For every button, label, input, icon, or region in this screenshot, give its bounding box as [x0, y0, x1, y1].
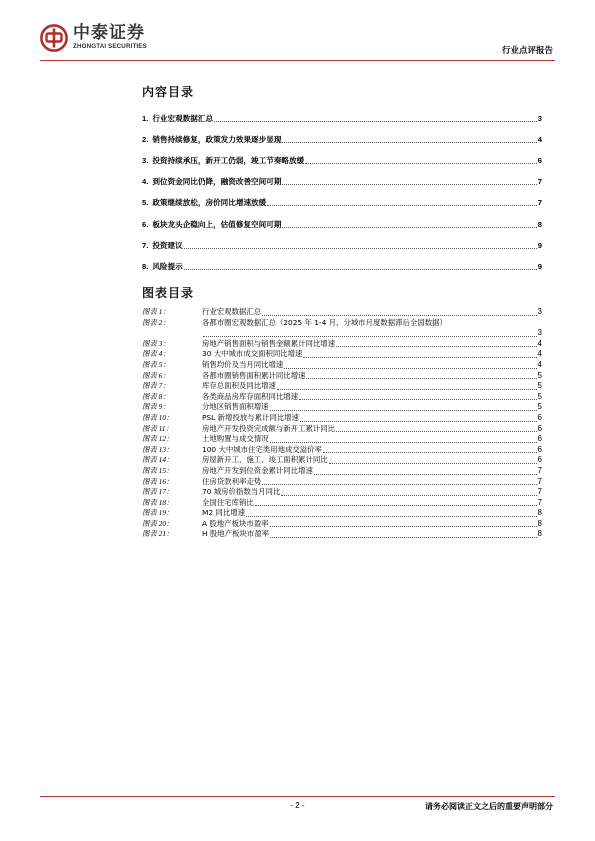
figure-entry[interactable]: [142, 392, 542, 403]
toc-entry[interactable]: [142, 171, 542, 192]
figure-entry-page: 7: [537, 487, 542, 497]
figure-entry-page: 5: [537, 402, 542, 412]
figure-entry[interactable]: [142, 445, 542, 456]
toc-entry[interactable]: [142, 235, 542, 256]
figure-entry-page: 8: [537, 508, 542, 518]
figure-entry-title: 分地区销售面积增速: [202, 402, 269, 412]
figure-dot-leader: [203, 336, 537, 337]
figure-entry-label: 图表 5：: [142, 359, 170, 369]
toc-entry-title: 到位资金同比仍降，融资改善空间可期: [152, 177, 282, 187]
toc-entry-title: 风险提示: [152, 261, 183, 271]
figure-entry-label: 图表 13：: [142, 444, 174, 454]
toc-entry-number: 7.: [142, 240, 149, 250]
figure-entry-page: 7: [537, 465, 542, 475]
figure-dot-leader: [246, 516, 537, 517]
figure-dot-leader: [262, 315, 536, 316]
toc-entry-page: 6: [537, 156, 542, 166]
figure-entry-title: 库存总面积及同比增速: [202, 381, 276, 391]
figure-entry-page: 8: [537, 518, 542, 528]
figure-dot-leader: [284, 368, 536, 369]
figure-entry-label: 图表 2：: [142, 317, 170, 327]
figure-entry-label: 图表 4：: [142, 349, 170, 359]
figure-entry-page: 7: [537, 476, 542, 486]
figure-entry-label: 图表 12：: [142, 434, 174, 444]
figure-entry-label: 图表 6：: [142, 370, 170, 380]
figure-entry-title: 各类商品房库存面积同比增速: [202, 391, 299, 401]
figure-dot-leader: [300, 421, 537, 422]
figure-entry-label: 图表 21：: [142, 529, 174, 539]
toc-entry-title: 行业宏观数据汇总: [152, 114, 214, 124]
figure-entry-page: 3: [537, 307, 542, 316]
figure-entry[interactable]: [142, 413, 542, 424]
figure-entry-title: 销售均价及当月同比增速: [202, 359, 284, 369]
figure-entry-label: 图表 19：: [142, 508, 174, 518]
figure-entry-label: 图表 9：: [142, 402, 170, 412]
figure-entry-title: 各都市圈销售面积累计同比增速: [202, 370, 306, 380]
toc-entry-page: 3: [537, 114, 542, 124]
toc-entry-title: 投资建议: [152, 240, 183, 250]
figure-dot-leader: [255, 505, 537, 506]
toc-entry[interactable]: [142, 108, 542, 129]
figure-dot-leader: [306, 378, 536, 379]
figure-entry-page: 4: [537, 349, 542, 359]
toc-entry[interactable]: [142, 213, 542, 234]
figure-entry[interactable]: [142, 529, 542, 540]
figure-entry-title: A 股地产板块市盈率: [202, 518, 269, 528]
figure-entry-title: 房地产开发到位资金累计同比增速: [202, 465, 313, 475]
figure-entry-page: 4: [537, 359, 542, 369]
toc-dot-leader: [282, 142, 536, 143]
figure-entry-title: H 股地产板块市盈率: [202, 529, 270, 539]
toc-dot-leader: [214, 121, 537, 122]
figure-entry-page: 7: [537, 497, 542, 507]
toc-heading: 内容目录: [142, 85, 195, 99]
toc-entry-page: 9: [537, 240, 542, 250]
toc-entry-page: 7: [537, 177, 542, 187]
figure-entry[interactable]: [142, 381, 542, 392]
figure-entry-page: 6: [537, 423, 542, 433]
figure-entry-title: 住房贷款利率走势: [202, 476, 262, 486]
figure-dot-leader: [262, 484, 536, 485]
footer-divider: [40, 796, 555, 797]
figure-entry-page: 5: [537, 370, 542, 380]
figure-entry-title: 70 城房价指数当月同比: [202, 487, 281, 497]
figure-entry-title: 100 大中城市住宅类用地成交溢价率: [202, 444, 322, 454]
figure-entry-page: 3: [537, 328, 542, 338]
figure-entry-label: 图表 16：: [142, 476, 174, 486]
figure-entry[interactable]: [142, 349, 542, 360]
figure-entry[interactable]: [142, 339, 542, 350]
figure-entry-title: PSL 新增投放与累计同比增速: [202, 412, 299, 422]
toc-entry-title: 板块龙头企稳向上，估值修复空间可期: [152, 219, 282, 229]
figure-dot-leader: [277, 389, 537, 390]
toc-entry-number: 5.: [142, 198, 149, 208]
figure-entry-title: M2 同比增速: [202, 508, 245, 518]
figure-dot-leader: [336, 346, 537, 347]
figure-entry-title: 房地产销售面积与销售金额累计同比增速: [202, 338, 336, 348]
toc-entry-number: 1.: [142, 114, 149, 124]
figure-dot-leader: [314, 474, 537, 475]
figure-entry[interactable]: [142, 318, 542, 339]
figure-entry-title: 行业宏观数据汇总: [202, 307, 262, 316]
page-header: [0, 0, 595, 64]
figure-entry[interactable]: [142, 466, 542, 477]
toc-dot-leader: [184, 269, 537, 270]
figure-entry[interactable]: [142, 434, 542, 445]
toc-entry[interactable]: [142, 192, 542, 213]
toc-entry-page: 9: [537, 261, 542, 271]
figure-entry-page: 6: [537, 412, 542, 422]
toc-list: [142, 108, 542, 277]
toc-dot-leader: [282, 227, 536, 228]
figure-entry[interactable]: [142, 519, 542, 530]
figure-entry-title: 土地购置与成交情况: [202, 434, 269, 444]
toc-entry-title: 投资持续承压，新开工仍弱，竣工节奏略放缓: [152, 156, 305, 166]
figure-entry[interactable]: [142, 498, 542, 509]
figure-entry-page: 8: [537, 529, 542, 539]
toc-entry-number: 8.: [142, 261, 149, 271]
figure-dot-leader: [270, 537, 537, 538]
figure-entry-label: 图表 10：: [142, 412, 174, 422]
brand-name-en: ZHONGTAI SECURITIES: [73, 43, 147, 51]
figure-list: [142, 307, 542, 540]
figure-dot-leader: [299, 399, 536, 400]
toc-entry-page: 7: [537, 198, 542, 208]
figure-entry-label: 图表 14：: [142, 455, 174, 465]
figure-entry-label: 图表 15：: [142, 465, 174, 475]
figure-entry[interactable]: [142, 360, 542, 371]
toc-entry-page: 4: [537, 135, 542, 145]
figure-entry-title: 房屋新开工、施工、竣工面积累计同比: [202, 455, 328, 465]
figure-entry[interactable]: [142, 508, 542, 519]
figure-entry[interactable]: [142, 455, 542, 466]
figure-entry[interactable]: [142, 487, 542, 498]
toc-dot-leader: [305, 163, 537, 164]
figure-list-heading: 图表目录: [142, 286, 195, 300]
figure-dot-leader: [329, 463, 537, 464]
header-divider: [40, 60, 555, 61]
page-number: - 2 -: [290, 801, 305, 810]
toc-dot-leader: [184, 248, 537, 249]
figure-entry[interactable]: [142, 424, 542, 435]
figure-entry-page: 5: [537, 381, 542, 391]
figure-entry-page: 6: [537, 444, 542, 454]
brand-name-cn: 中泰证券: [73, 23, 145, 44]
figure-entry-label: 图表 8：: [142, 391, 170, 401]
figure-entry-title: 30 大中城市成交面积同比增速: [202, 349, 303, 359]
figure-entry[interactable]: [142, 307, 542, 318]
figure-entry-label: 图表 20：: [142, 518, 174, 528]
figure-dot-leader: [270, 410, 537, 411]
figure-dot-leader: [281, 495, 536, 496]
figure-entry-title: 房地产开发投资完成额与新开工累计同比: [202, 423, 336, 433]
toc-dot-leader: [267, 205, 537, 206]
figure-entry-label: 图表 1：: [142, 307, 170, 316]
figure-entry[interactable]: [142, 477, 542, 488]
figure-entry-label: 图表 3：: [142, 338, 170, 348]
footer-disclaimer: 请务必阅读正文之后的重要声明部分: [425, 802, 553, 811]
figure-entry-label: 图表 18：: [142, 497, 174, 507]
figure-entry-page: 6: [537, 434, 542, 444]
figure-entry-label: 图表 17：: [142, 487, 174, 497]
figure-entry[interactable]: [142, 402, 542, 413]
toc-entry[interactable]: [142, 150, 542, 171]
figure-entry-page: 4: [537, 338, 542, 348]
toc-dot-leader: [282, 184, 536, 185]
figure-entry[interactable]: [142, 371, 542, 382]
figure-entry-title: 全国住宅库销比: [202, 497, 254, 507]
toc-entry-number: 3.: [142, 156, 149, 166]
figure-entry-title: 各都市圈宏观数据汇总（2025 年 1-4 月，分城市月度数据滞后全国数据）: [202, 317, 447, 327]
figure-dot-leader: [270, 442, 537, 443]
company-logo: [40, 24, 147, 52]
report-type-label: 行业点评报告: [501, 46, 553, 56]
toc-entry-number: 4.: [142, 177, 149, 187]
figure-dot-leader: [323, 452, 537, 453]
figure-entry-label: 图表 7：: [142, 381, 170, 391]
figure-entry-page: 6: [537, 455, 542, 465]
figure-entry-page: 5: [537, 391, 542, 401]
figure-dot-leader: [270, 526, 537, 527]
figure-dot-leader: [303, 357, 536, 358]
toc-entry-title: 销售持续修复，政策发力效果逐步显现: [152, 135, 282, 145]
figure-dot-leader: [336, 431, 537, 432]
toc-entry-number: 2.: [142, 135, 149, 145]
zhongtai-logo-icon: [40, 24, 68, 52]
toc-entry[interactable]: [142, 256, 542, 277]
figure-entry-label: 图表 11：: [142, 423, 173, 433]
toc-entry-title: 政策继续放松，房价同比增速放缓: [152, 198, 267, 208]
toc-entry[interactable]: [142, 129, 542, 150]
toc-entry-number: 6.: [142, 219, 149, 229]
toc-entry-page: 8: [537, 219, 542, 229]
